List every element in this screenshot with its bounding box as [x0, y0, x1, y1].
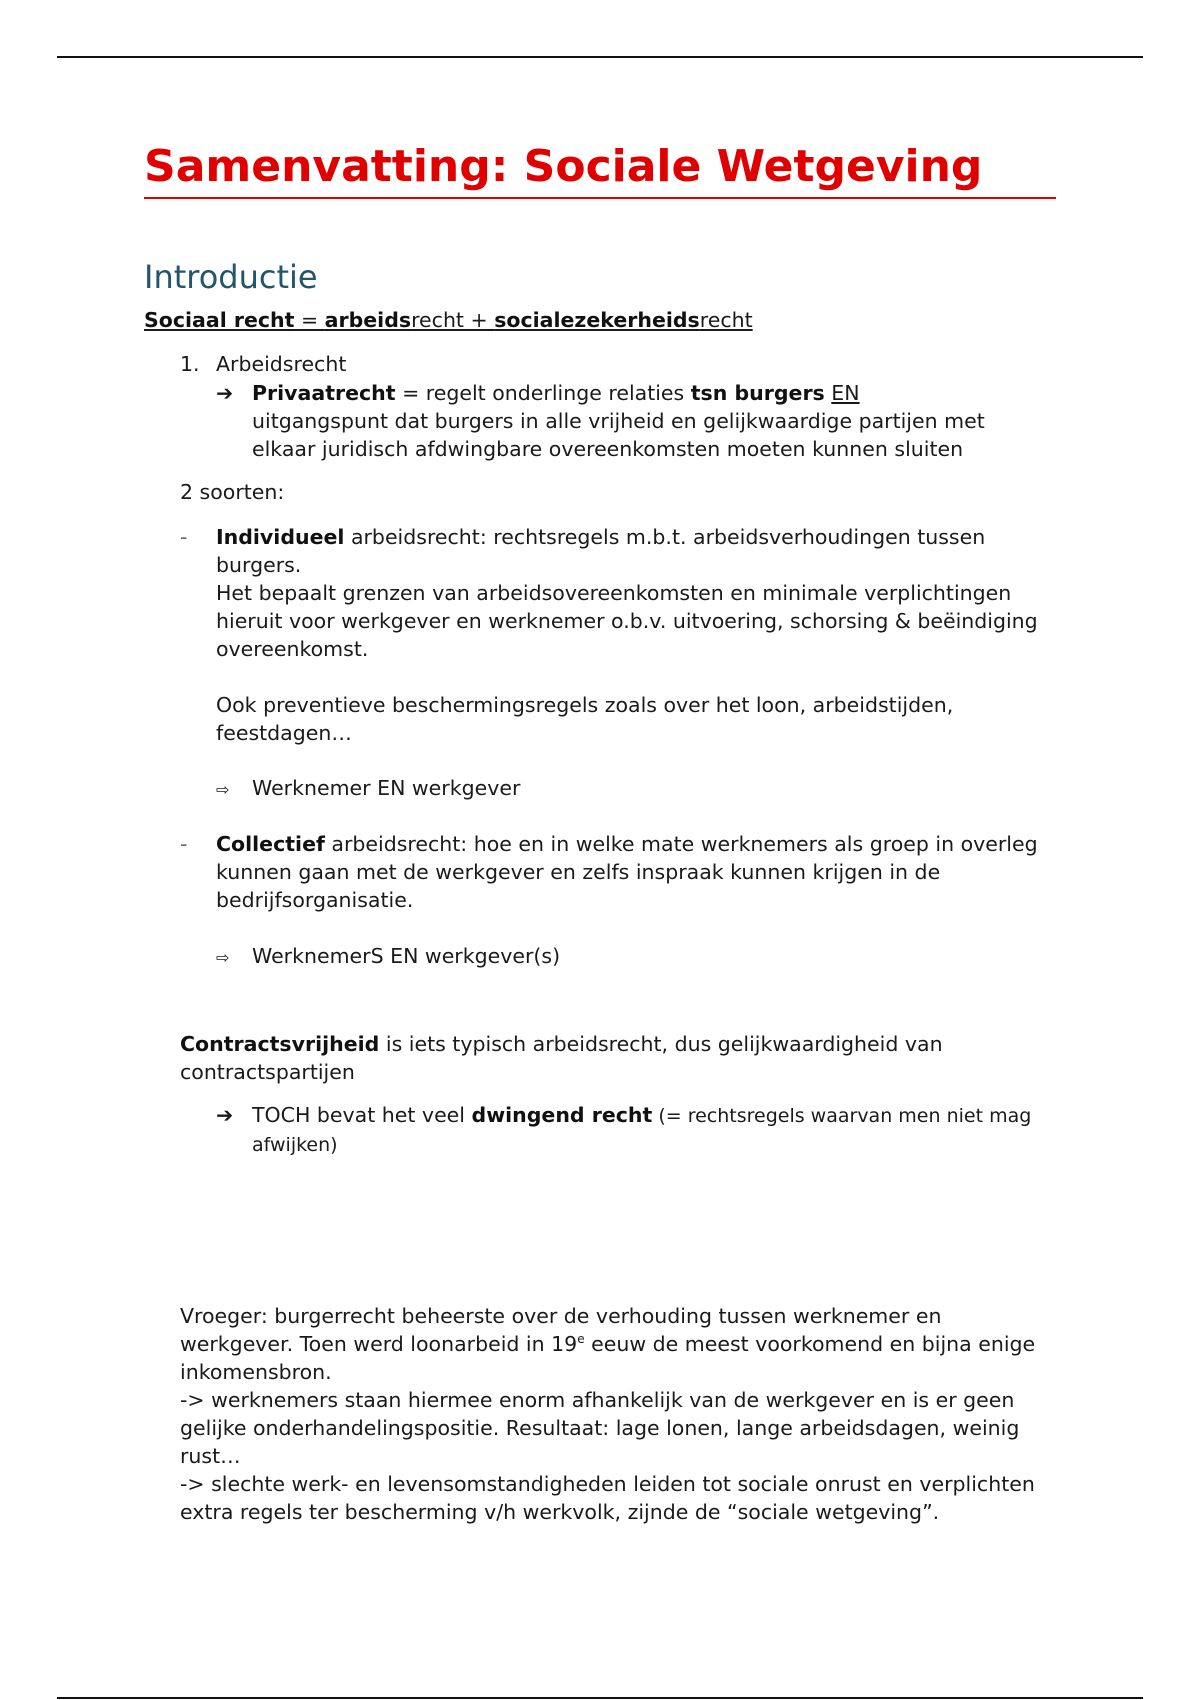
list-item-collectief: Collectief arbeidsrecht: hoe en in welke mate werknemers als groep in overleg kunnen gaan met de werkgever en zelfs inspraak kunnen krijgen in de bedrijfsorganisatie.	[216, 832, 1038, 912]
definition-line: Sociaal recht = arbeidsrecht + socialezekerheidsrecht	[144, 308, 753, 332]
dash-bullet: -	[180, 525, 188, 549]
definition-term-arbeids: arbeids	[324, 308, 412, 332]
definition-term-sociaal-recht: Sociaal recht	[144, 308, 295, 332]
collectief-term: Collectief	[216, 832, 325, 856]
bold-arrow-icon: ➔	[216, 381, 234, 405]
contractsvrijheid-paragraph: Contractsvrijheid is iets typisch arbeidsrecht, dus gelijkwaardigheid van contractspartijen	[180, 1032, 943, 1084]
page-title: Samenvatting: Sociale Wetgeving	[144, 140, 1056, 199]
bold-arrow-icon: ➔	[216, 1103, 234, 1127]
dwingend-recht-note: TOCH bevat het veel dwingend recht (= rechtsregels waarvan men niet mag afwijken)	[252, 1103, 1032, 1156]
privaatrecht-term: Privaatrecht	[252, 381, 396, 405]
top-rule	[57, 56, 1143, 58]
hollow-arrow-icon: ⇨	[216, 780, 230, 799]
section-heading: Introductie	[144, 258, 318, 296]
dwingend-recht-term: dwingend recht	[471, 1103, 653, 1127]
definition-term-socialezekerheids: socialezekerheids	[494, 308, 700, 332]
soorten-label: 2 soorten:	[180, 480, 285, 504]
hollow-arrow-icon: ⇨	[216, 948, 230, 967]
individueel-parties: Werknemer EN werkgever	[252, 776, 521, 800]
list-item-individueel: Individueel arbeidsrecht: rechtsregels m.b.t. arbeidsverhoudingen tussen burgers. Het bepaalt grenzen van arbeidsovereenkomsten en minimale verplichtingen hieruit voor werkgever en werknemer o.b.v. uitvoering, schorsing & beëindiging overeenkomst. Ook preventieve beschermingsregels zoals over het loon, arbeidstijden, feestdagen…	[216, 525, 1038, 745]
list-number: 1.	[180, 352, 200, 376]
collectief-parties: WerknemerS EN werkgever(s)	[252, 944, 561, 968]
contractsvrijheid-term: Contractsvrijheid	[180, 1032, 380, 1056]
individueel-term: Individueel	[216, 525, 345, 549]
privaatrecht-description: Privaatrecht = regelt onderlinge relaties tsn burgers EN uitgangspunt dat burgers in alle vrijheid en gelijkwaardige partijen met elkaar juridisch afdwingbare overeenkomsten moeten kunnen sluiten	[252, 381, 985, 461]
bottom-rule	[57, 1697, 1143, 1699]
dash-bullet: -	[180, 832, 188, 856]
vroeger-paragraph: Vroeger: burgerrecht beheerste over de verhouding tussen werknemer en werkgever. Toen werd loonarbeid in 19e eeuw de meest voorkomend en bijna enige inkomensbron. -> werknemers staan hiermee enorm afhankelijk van de werkgever en is er geen gelijke onderhandelingspositie. Resultaat: lage lonen, lange arbeidsdagen, weinig rust… -> slechte werk- en levensomstandigheden leiden tot sociale onrust en verplichten extra regels ter bescherming v/h werkvolk, zijnde de “sociale wetgeving”.	[180, 1304, 1036, 1524]
list-item-arbeidsrecht: Arbeidsrecht	[216, 352, 347, 376]
